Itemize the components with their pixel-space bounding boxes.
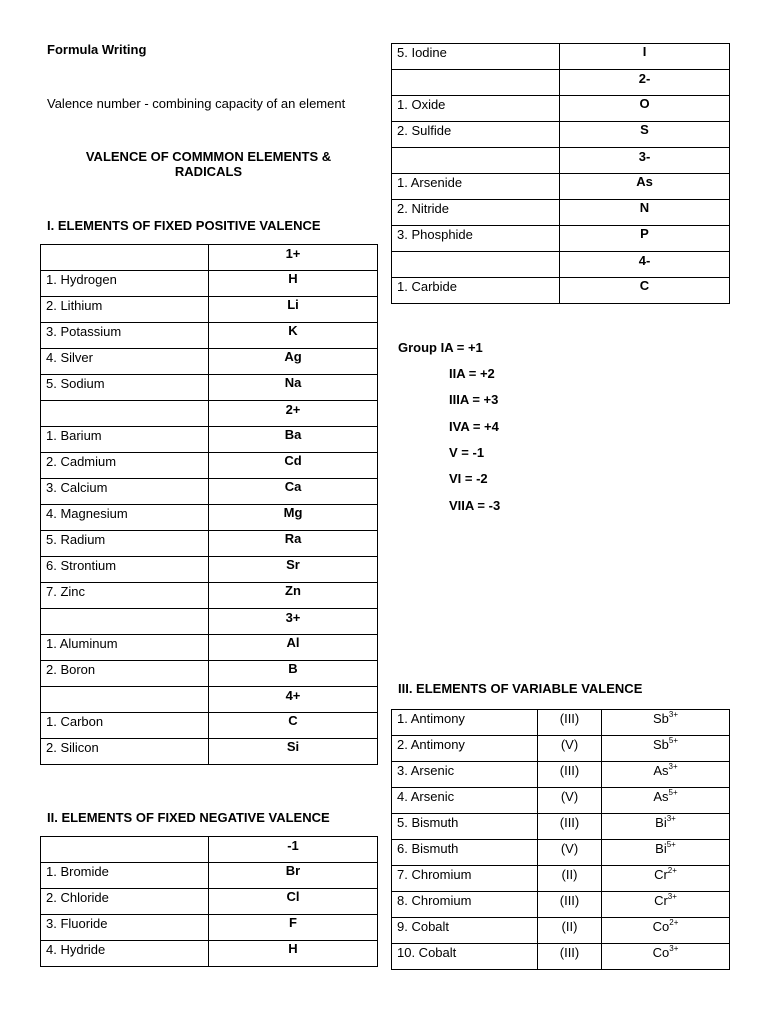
oxidation-state-cell: (III): [538, 710, 602, 736]
element-row: [392, 278, 730, 304]
element-name-cell: 2. Boron: [41, 661, 209, 687]
element-name-cell: 4. Silver: [41, 349, 209, 375]
element-row: [41, 271, 378, 297]
group-iiia-line: IIIA = +3: [449, 392, 499, 407]
section3-title: III. ELEMENTS OF VARIABLE VALENCE: [398, 681, 643, 696]
group-iia-line: IIA = +2: [449, 366, 495, 381]
element-row: [41, 635, 378, 661]
element-name-cell: 1. Antimony: [392, 710, 538, 736]
element-name-cell: 1. Hydrogen: [41, 271, 209, 297]
element-name-cell: 5. Sodium: [41, 375, 209, 401]
oxidation-state-cell: (III): [538, 892, 602, 918]
valence-group-header-row: [41, 245, 378, 271]
element-name-cell: 3. Phosphide: [392, 226, 560, 252]
element-symbol-cell: Ra: [209, 531, 378, 557]
element-symbol-cell: F: [209, 915, 378, 941]
element-row: [41, 583, 378, 609]
element-name-cell: 4. Arsenic: [392, 788, 538, 814]
variable-valence-row: [392, 918, 730, 944]
ion-symbol-cell: [602, 944, 730, 970]
element-symbol-cell: Ag: [209, 349, 378, 375]
variable-valence-row: [392, 788, 730, 814]
element-row: [41, 941, 378, 967]
element-name-cell: 1. Carbon: [41, 713, 209, 739]
element-row: [41, 479, 378, 505]
element-symbol-cell: K: [209, 323, 378, 349]
element-name-cell: [392, 148, 560, 174]
element-row: [41, 889, 378, 915]
element-symbol-cell: P: [560, 226, 730, 252]
variable-valence-row: [392, 840, 730, 866]
element-row: [41, 505, 378, 531]
element-symbol-cell: Zn: [209, 583, 378, 609]
element-name-cell: 2. Sulfide: [392, 122, 560, 148]
element-symbol-cell: O: [560, 96, 730, 122]
variable-valence-row: [392, 762, 730, 788]
valence-group-header-row: [392, 148, 730, 174]
element-name-cell: [41, 245, 209, 271]
valence-group-header-row: [41, 837, 378, 863]
element-name-cell: 9. Cobalt: [392, 918, 538, 944]
element-symbol-cell: Na: [209, 375, 378, 401]
group-iva-line: IVA = +4: [449, 419, 499, 434]
element-row: [41, 661, 378, 687]
ion-symbol: Bi: [655, 841, 667, 856]
oxidation-state-cell: (III): [538, 944, 602, 970]
ion-symbol-cell: [602, 710, 730, 736]
element-symbol-cell: Cd: [209, 453, 378, 479]
element-row: [41, 739, 378, 765]
valence-charge-cell: 3+: [209, 609, 378, 635]
element-row: [392, 226, 730, 252]
ion-symbol-cell: [602, 814, 730, 840]
element-row: [41, 531, 378, 557]
element-name-cell: 3. Potassium: [41, 323, 209, 349]
ion-charge-superscript: 3+: [668, 709, 679, 719]
ion-charge-superscript: 3+: [669, 943, 679, 953]
variable-valence-row: [392, 892, 730, 918]
ion-charge-superscript: 2+: [667, 865, 677, 875]
element-row: [41, 323, 378, 349]
element-row: [392, 200, 730, 226]
variable-valence-row: [392, 736, 730, 762]
element-name-cell: 6. Strontium: [41, 557, 209, 583]
element-row: [392, 96, 730, 122]
element-row: [41, 915, 378, 941]
element-row: [41, 297, 378, 323]
element-name-cell: 4. Hydride: [41, 941, 209, 967]
element-symbol-cell: Al: [209, 635, 378, 661]
ion-symbol: Cr: [654, 867, 668, 882]
element-row: [392, 122, 730, 148]
element-symbol-cell: Cl: [209, 889, 378, 915]
ion-symbol-cell: [602, 840, 730, 866]
document-title: Formula Writing: [47, 42, 147, 57]
valence-charge-cell: 1+: [209, 245, 378, 271]
element-symbol-cell: B: [209, 661, 378, 687]
valence-group-header-row: [392, 252, 730, 278]
element-name-cell: 2. Silicon: [41, 739, 209, 765]
element-symbol-cell: Sr: [209, 557, 378, 583]
element-name-cell: 2. Antimony: [392, 736, 538, 762]
variable-valence-row: [392, 944, 730, 970]
element-symbol-cell: Mg: [209, 505, 378, 531]
element-name-cell: 5. Bismuth: [392, 814, 538, 840]
fixed-negative-valence-table-continued: [391, 43, 730, 304]
variable-valence-row: [392, 814, 730, 840]
group-vi-line: VI = -2: [449, 471, 488, 486]
element-symbol-cell: As: [560, 174, 730, 200]
element-name-cell: 7. Zinc: [41, 583, 209, 609]
element-row: [41, 557, 378, 583]
section2-title: II. ELEMENTS OF FIXED NEGATIVE VALENCE: [47, 810, 330, 825]
element-row: [41, 713, 378, 739]
element-symbol-cell: Si: [209, 739, 378, 765]
valence-charge-cell: 3-: [560, 148, 730, 174]
variable-valence-row: [392, 710, 730, 736]
ion-charge-superscript: 2+: [669, 917, 679, 927]
element-symbol-cell: Br: [209, 863, 378, 889]
ion-symbol: Co: [652, 945, 670, 960]
oxidation-state-cell: (V): [538, 736, 602, 762]
oxidation-state-cell: (II): [538, 918, 602, 944]
ion-charge-superscript: 3+: [666, 813, 676, 823]
element-name-cell: 2. Lithium: [41, 297, 209, 323]
element-name-cell: 1. Arsenide: [392, 174, 560, 200]
element-name-cell: [41, 687, 209, 713]
element-row: [41, 453, 378, 479]
element-row: [41, 427, 378, 453]
element-name-cell: 2. Nitride: [392, 200, 560, 226]
ion-charge-superscript: 3+: [667, 891, 677, 901]
element-name-cell: [41, 401, 209, 427]
group-v-line: V = -1: [449, 445, 485, 460]
element-symbol-cell: Ca: [209, 479, 378, 505]
element-name-cell: 3. Calcium: [41, 479, 209, 505]
oxidation-state-cell: (V): [538, 788, 602, 814]
ion-symbol: Bi: [655, 815, 667, 830]
element-symbol-cell: C: [209, 713, 378, 739]
element-name-cell: 7. Chromium: [392, 866, 538, 892]
ion-charge-superscript: 5+: [668, 735, 679, 745]
element-name-cell: 1. Barium: [41, 427, 209, 453]
element-symbol-cell: S: [560, 122, 730, 148]
fixed-positive-valence-table: [40, 244, 378, 765]
element-name-cell: 5. Iodine: [392, 44, 560, 70]
variable-valence-table: [391, 709, 730, 970]
oxidation-state-cell: (II): [538, 866, 602, 892]
element-name-cell: 5. Radium: [41, 531, 209, 557]
element-symbol-cell: I: [560, 44, 730, 70]
element-name-cell: 1. Aluminum: [41, 635, 209, 661]
section1-title: I. ELEMENTS OF FIXED POSITIVE VALENCE: [47, 218, 321, 233]
group-viia-line: VIIA = -3: [449, 498, 501, 513]
element-name-cell: 1. Carbide: [392, 278, 560, 304]
ion-symbol: Sb: [652, 737, 669, 752]
element-name-cell: 1. Bromide: [41, 863, 209, 889]
ion-charge-superscript: 5+: [668, 787, 678, 797]
valence-group-header-row: [41, 687, 378, 713]
element-row: [392, 44, 730, 70]
element-name-cell: [41, 837, 209, 863]
ion-symbol-cell: [602, 762, 730, 788]
valence-group-header-row: [41, 401, 378, 427]
valence-group-header-row: [392, 70, 730, 96]
valence-charge-cell: 2-: [560, 70, 730, 96]
element-symbol-cell: H: [209, 271, 378, 297]
fixed-negative-valence-table: [40, 836, 378, 967]
variable-valence-row: [392, 866, 730, 892]
element-name-cell: 8. Chromium: [392, 892, 538, 918]
element-name-cell: 1. Oxide: [392, 96, 560, 122]
main-heading-line2: RADICALS: [174, 164, 243, 179]
element-name-cell: 3. Arsenic: [392, 762, 538, 788]
valence-group-header-row: [41, 609, 378, 635]
element-name-cell: 10. Cobalt: [392, 944, 538, 970]
ion-symbol: Cr: [654, 893, 668, 908]
element-symbol-cell: N: [560, 200, 730, 226]
valence-charge-cell: -1: [209, 837, 378, 863]
element-name-cell: 2. Cadmium: [41, 453, 209, 479]
element-symbol-cell: Li: [209, 297, 378, 323]
oxidation-state-cell: (V): [538, 840, 602, 866]
oxidation-state-cell: (III): [538, 762, 602, 788]
ion-symbol: As: [653, 763, 669, 778]
valence-definition: Valence number - combining capacity of an element: [47, 96, 346, 111]
valence-charge-cell: 2+: [209, 401, 378, 427]
oxidation-state-cell: (III): [538, 814, 602, 840]
element-name-cell: [392, 70, 560, 96]
ion-symbol-cell: [602, 866, 730, 892]
element-symbol-cell: H: [209, 941, 378, 967]
element-symbol-cell: C: [560, 278, 730, 304]
element-row: [41, 863, 378, 889]
element-name-cell: 2. Chloride: [41, 889, 209, 915]
valence-charge-cell: 4+: [209, 687, 378, 713]
ion-symbol-cell: [602, 918, 730, 944]
element-row: [41, 375, 378, 401]
element-name-cell: 6. Bismuth: [392, 840, 538, 866]
ion-symbol: As: [653, 789, 669, 804]
ion-charge-superscript: 5+: [666, 839, 676, 849]
group-ia-line: Group IA = +1: [398, 340, 483, 355]
element-row: [392, 174, 730, 200]
ion-symbol: Co: [652, 919, 670, 934]
element-name-cell: [41, 609, 209, 635]
ion-symbol: Sb: [652, 711, 669, 726]
element-symbol-cell: Ba: [209, 427, 378, 453]
element-name-cell: 4. Magnesium: [41, 505, 209, 531]
ion-symbol-cell: [602, 892, 730, 918]
ion-charge-superscript: 3+: [668, 761, 678, 771]
main-heading-line1: VALENCE OF COMMMON ELEMENTS &: [85, 149, 332, 164]
element-row: [41, 349, 378, 375]
ion-symbol-cell: [602, 736, 730, 762]
ion-symbol-cell: [602, 788, 730, 814]
element-name-cell: 3. Fluoride: [41, 915, 209, 941]
valence-charge-cell: 4-: [560, 252, 730, 278]
element-name-cell: [392, 252, 560, 278]
